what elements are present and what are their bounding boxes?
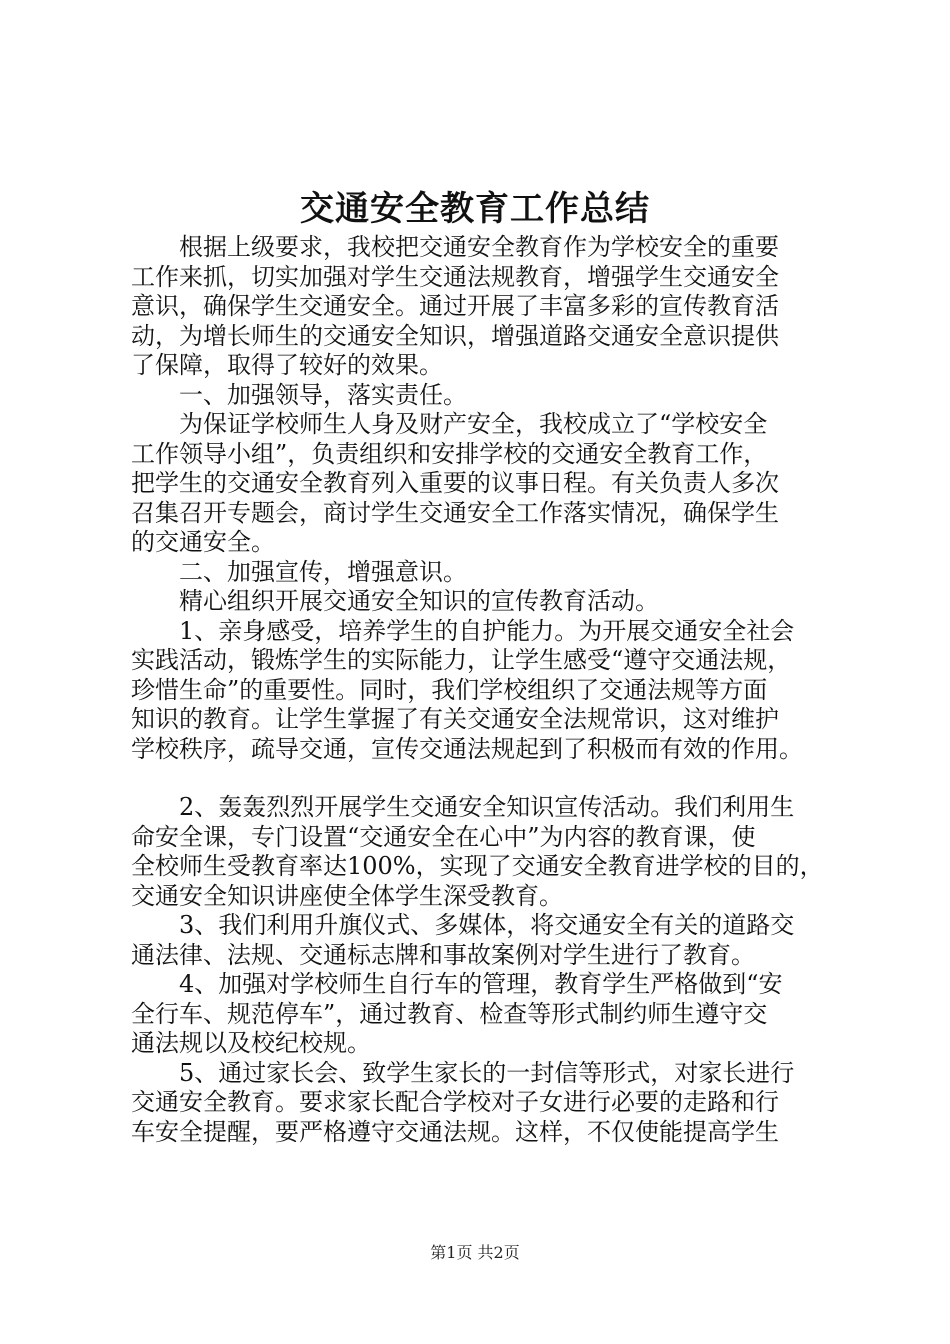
body-line: 学校秩序，疏导交通，宣传交通法规起到了积极而有效的作用。 (131, 734, 803, 763)
body-line: 3、我们利用升旗仪式、多媒体，将交通安全有关的道路交 (131, 911, 795, 939)
body-line: 知识的教育。让学生掌握了有关交通安全法规常识，这对维护 (131, 705, 779, 733)
body-line: 通法律、法规、交通标志牌和事故案例对学生进行了教育。 (131, 940, 755, 969)
body-line: 意识，确保学生交通安全。通过开展了丰富多彩的宣传教育活 (131, 292, 779, 320)
body-line: 命安全课，专门设置“交通安全在心中”为内容的教育课，使 (131, 822, 756, 851)
document-title: 交通安全教育工作总结 (300, 189, 650, 229)
body-line: 全校师生受教育率达100%，实现了交通安全教育进学校的目的， (131, 852, 824, 880)
body-line: 车安全提醒，要严格遵守交通法规。这样，不仅使能提高学生 (131, 1117, 779, 1146)
body-line: 交通安全知识讲座使全体学生深受教育。 (131, 881, 563, 910)
body-line: 了保障，取得了较好的效果。 (131, 351, 443, 379)
body-line: 通法规以及校纪校规。 (131, 1029, 371, 1057)
paragraph-gap (131, 764, 831, 793)
body-line: 动，为增长师生的交通安全知识，增强道路交通安全意识提供 (131, 321, 779, 350)
body-line: 的交通安全。 (131, 528, 275, 556)
body-line: 实践活动，锻炼学生的实际能力，让学生感受“遵守交通法规， (131, 646, 792, 674)
body-line: 全行车、规范停车”，通过教育、检查等形式制约师生遵守交 (131, 999, 768, 1028)
body-line: 为保证学校师生人身及财产安全，我校成立了“学校安全 (131, 410, 768, 438)
body-line: 根据上级要求，我校把交通安全教育作为学校安全的重要 (131, 233, 779, 261)
body-line: 精心组织开展交通安全知识的宣传教育活动。 (131, 587, 659, 615)
body-line: 4、加强对学校师生自行车的管理，教育学生严格做到“安 (131, 970, 783, 998)
section-heading: 一、加强领导，落实责任。 (131, 380, 467, 409)
body-line: 召集召开专题会，商讨学生交通安全工作落实情况，确保学生 (131, 498, 779, 527)
body-line: 工作领导小组”，负责组织和安排学校的交通安全教育工作， (131, 439, 768, 468)
body-line: 把学生的交通安全教育列入重要的议事日程。有关负责人多次 (131, 469, 779, 497)
body-line: 2、轰轰烈烈开展学生交通安全知识宣传活动。我们利用生 (131, 793, 795, 821)
body-line: 1、亲身感受，培养学生的自护能力。为开展交通安全社会 (131, 616, 795, 645)
body-line: 5、通过家长会、致学生家长的一封信等形式，对家长进行 (131, 1058, 795, 1087)
body-line: 工作来抓，切实加强对学生交通法规教育，增强学生交通安全 (131, 262, 779, 291)
page-number-footer: 第1页 共2页 (430, 1243, 520, 1262)
body-line: 珍惜生命”的重要性。同时，我们学校组织了交通法规等方面 (131, 675, 768, 704)
document-body (131, 233, 831, 1147)
body-line: 交通安全教育。要求家长配合学校对子女进行必要的走路和行 (131, 1088, 779, 1116)
section-heading: 二、加强宣传，增强意识。 (131, 557, 467, 586)
